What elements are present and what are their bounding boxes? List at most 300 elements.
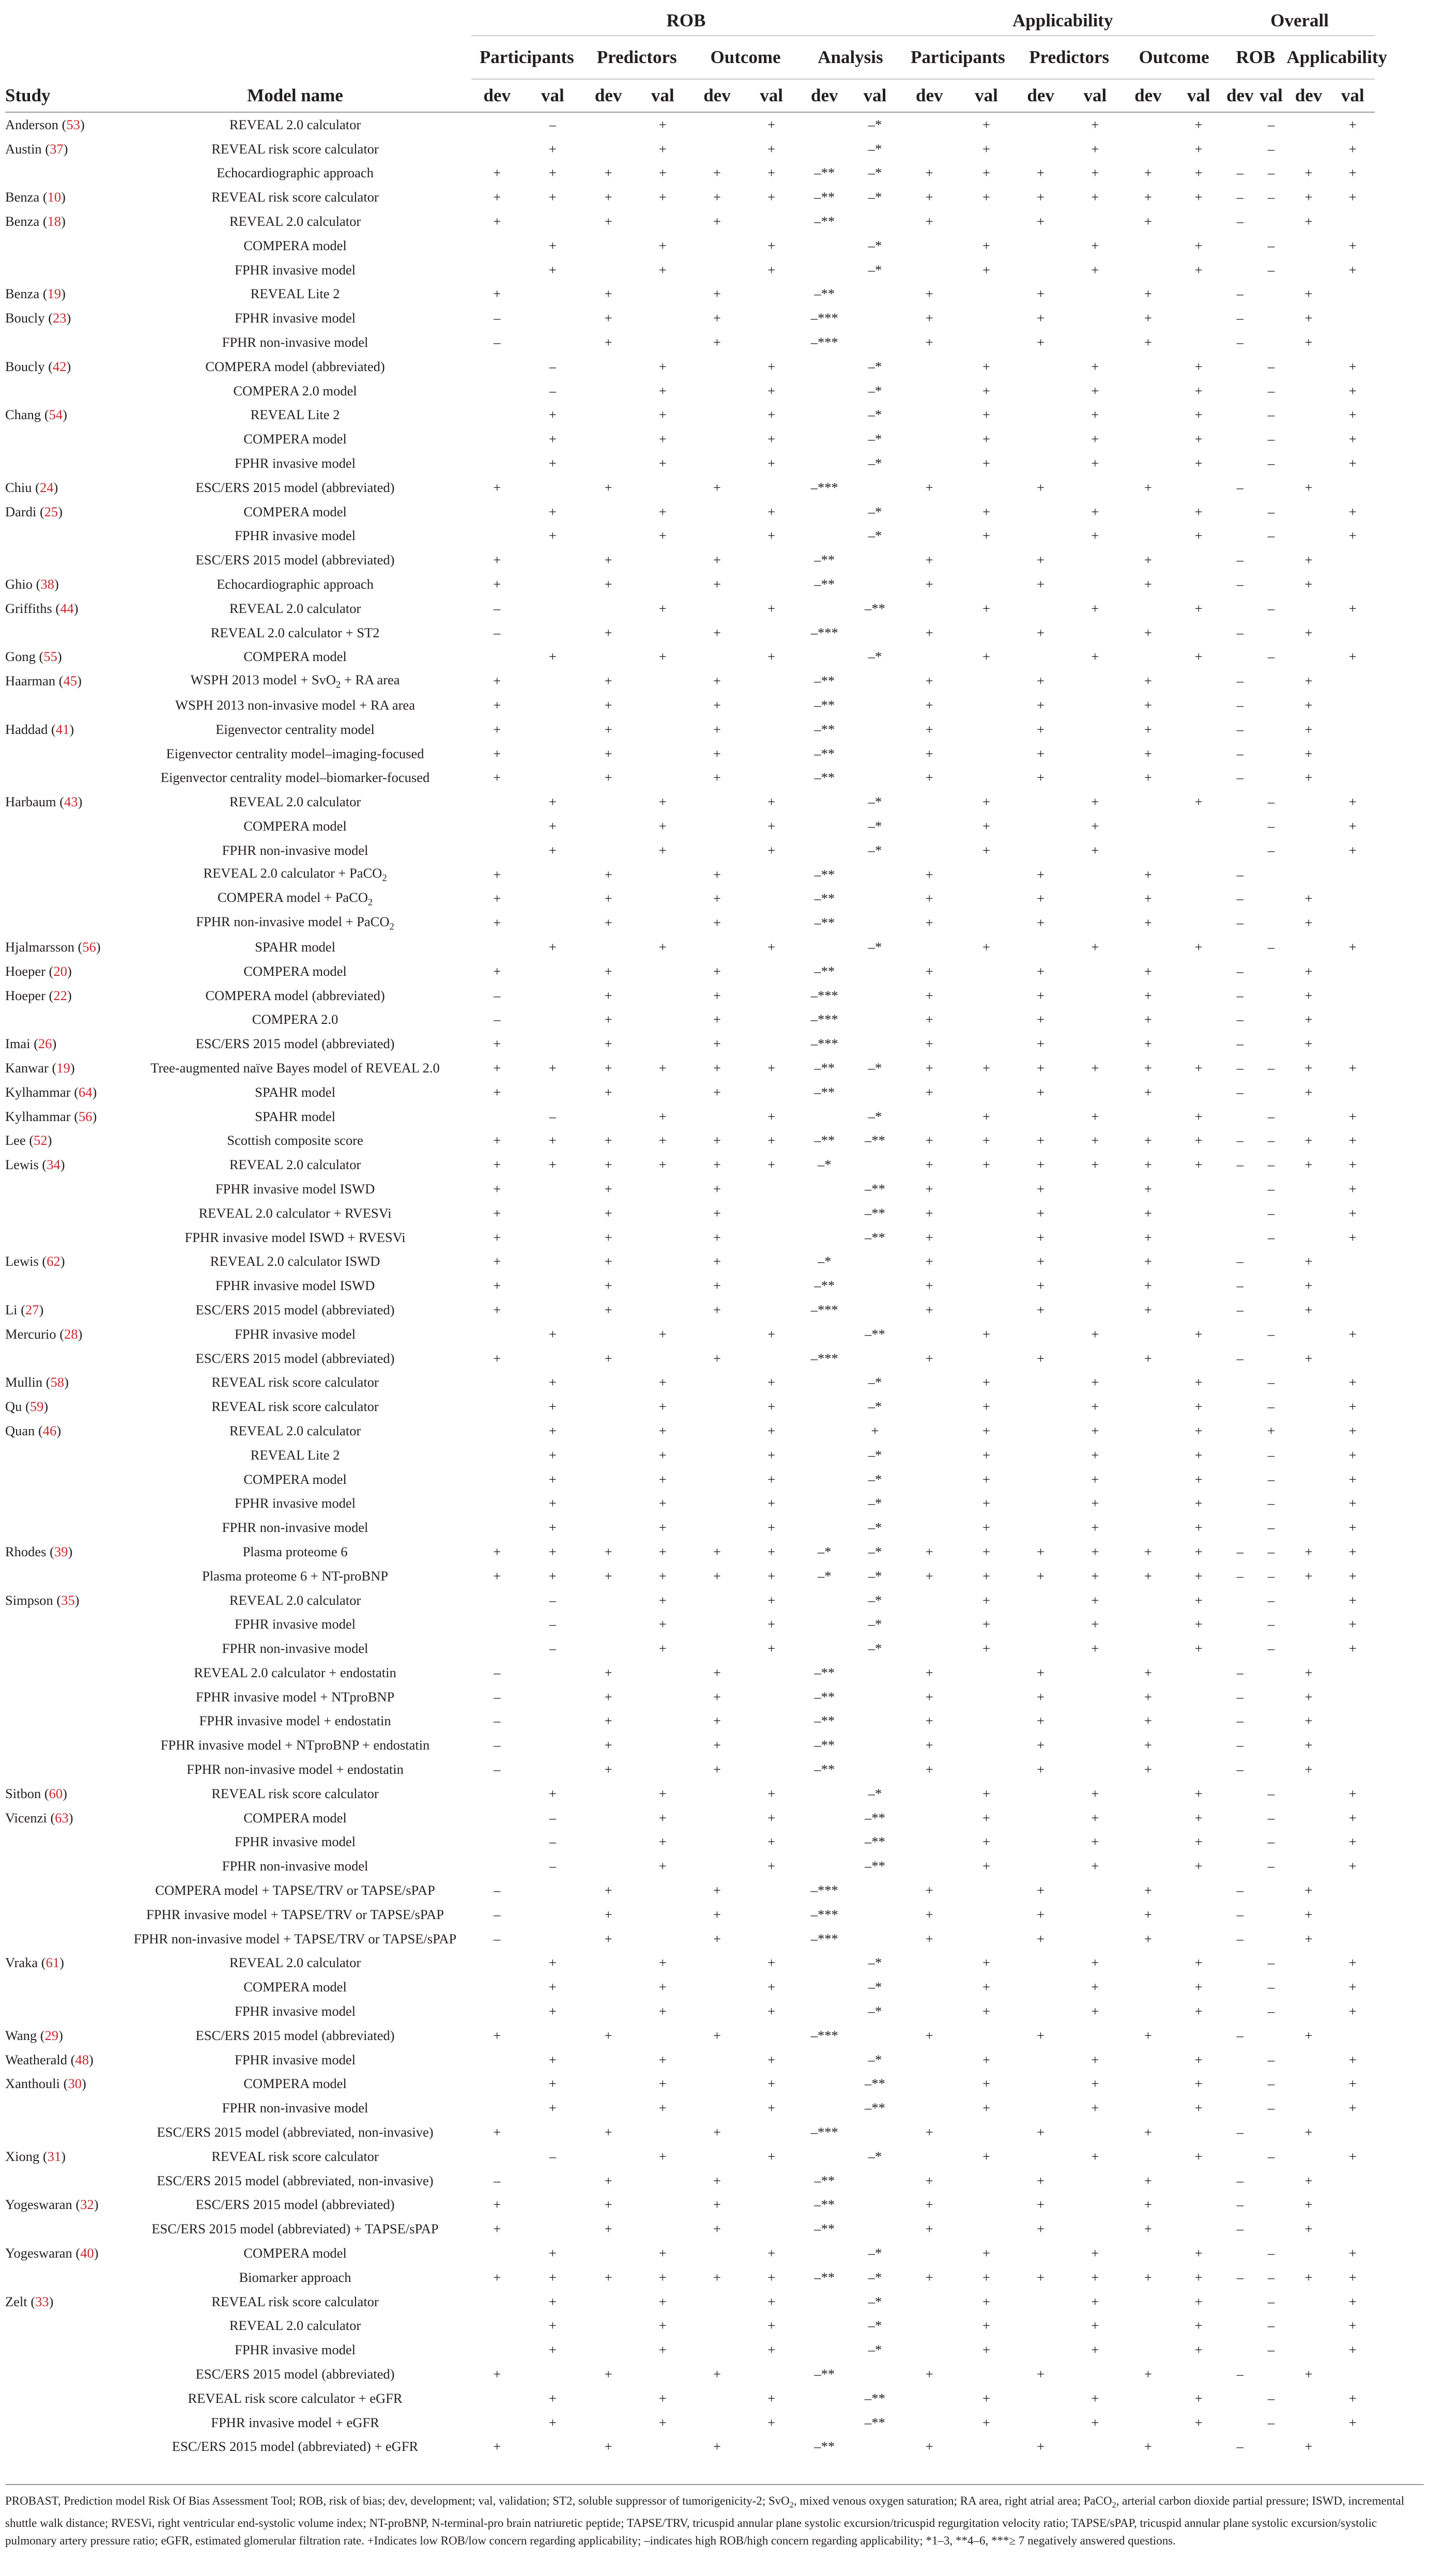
reference-link[interactable]: 64 — [79, 1084, 93, 1100]
rating-cell: + — [1348, 1229, 1357, 1245]
reference-link[interactable]: 19 — [56, 1060, 70, 1076]
rating-cell — [958, 209, 1015, 234]
rating-cell — [743, 717, 800, 742]
rating-cell — [1067, 2435, 1124, 2459]
rating-cell: –** — [814, 1278, 835, 1294]
reference-link[interactable]: 35 — [61, 1592, 75, 1608]
model-name-cell: FPHR non-invasive model — [222, 1520, 368, 1536]
rating-cell: + — [1091, 794, 1099, 810]
rating-cell: + — [658, 1834, 667, 1850]
rating-cell: + — [982, 262, 990, 278]
rating-cell: –*** — [810, 334, 838, 350]
rating-cell — [634, 330, 691, 355]
reference-link[interactable]: 58 — [50, 1374, 65, 1390]
rating-cell — [901, 1467, 958, 1492]
rating-cell — [800, 1394, 849, 1419]
rating-cell — [1173, 669, 1224, 693]
rating-cell: + — [604, 189, 612, 205]
model-name-cell: FPHR invasive model ISWD — [215, 1278, 375, 1294]
rating-cell — [1224, 1225, 1255, 1250]
rating-cell: + — [713, 552, 721, 568]
rating-cell — [743, 959, 800, 984]
rating-cell — [800, 1636, 849, 1661]
rating-cell: + — [493, 1543, 501, 1559]
rating-cell: + — [1037, 1180, 1045, 1197]
rating-cell: + — [925, 2027, 933, 2043]
rating-cell: + — [548, 431, 557, 447]
rating-cell: –*** — [810, 310, 838, 326]
rating-cell — [471, 1854, 523, 1878]
rating-cell — [1255, 863, 1286, 887]
rating-cell — [471, 1999, 523, 2023]
reference-link[interactable]: 22 — [53, 987, 67, 1003]
table-row — [5, 306, 1375, 330]
rating-cell: + — [1037, 310, 1045, 326]
rating-cell: + — [982, 528, 990, 544]
table-row — [5, 2241, 1375, 2265]
rating-cell: – — [1267, 2318, 1275, 2334]
rating-cell: + — [1194, 1785, 1203, 1801]
rating-cell — [582, 1854, 634, 1878]
rating-cell: + — [1144, 673, 1152, 689]
table-row — [5, 2193, 1375, 2217]
model-name-cell: FPHR invasive model — [234, 1495, 356, 1511]
reference-link[interactable]: 55 — [43, 649, 57, 665]
model-name-cell: COMPERA model — [243, 963, 347, 979]
rating-cell — [1287, 451, 1331, 476]
model-name-cell: FPHR invasive model — [234, 1834, 356, 1850]
rating-cell: + — [1144, 1060, 1152, 1076]
rating-cell: –* — [868, 2051, 882, 2067]
rating-cell: + — [871, 1422, 879, 1438]
model-name-cell: REVEAL 2.0 calculator — [229, 1955, 361, 1971]
rating-cell — [691, 2338, 743, 2362]
reference-link[interactable]: 24 — [40, 479, 54, 495]
rating-cell — [1067, 2169, 1124, 2193]
rating-cell: + — [982, 1447, 990, 1463]
rating-cell: + — [1348, 528, 1357, 544]
rating-cell — [800, 379, 849, 403]
rating-cell: + — [1037, 1132, 1045, 1148]
rating-cell — [743, 572, 800, 596]
rating-cell: + — [713, 1229, 721, 1245]
rating-cell: –* — [868, 503, 882, 519]
rating-cell: + — [1144, 770, 1152, 786]
reference-link[interactable]: 42 — [53, 358, 67, 374]
rating-cell: + — [982, 2245, 990, 2261]
reference-link[interactable]: 46 — [42, 1422, 57, 1438]
rating-cell — [1331, 984, 1375, 1008]
rating-cell: + — [1144, 165, 1152, 181]
rating-cell: – — [1267, 1834, 1275, 1850]
rating-cell — [1124, 1515, 1173, 1540]
rating-cell: + — [493, 1350, 501, 1366]
table-body — [5, 112, 1375, 2459]
rating-cell: + — [1194, 189, 1203, 205]
rating-cell — [1331, 911, 1375, 935]
rating-cell — [1331, 476, 1375, 500]
rating-cell — [743, 2120, 800, 2144]
model-name-cell: FPHR non-invasive model + TAPSE/TRV or TAPSE/sPAP — [133, 1930, 457, 1946]
rating-cell — [1015, 1105, 1067, 1129]
study-name: Kylhammar — [5, 1084, 71, 1100]
rating-cell — [849, 1298, 901, 1322]
reference-link[interactable]: 56 — [82, 939, 96, 955]
reference-link[interactable]: 27 — [25, 1301, 39, 1317]
reference-link[interactable]: 60 — [49, 1785, 63, 1801]
reference-link[interactable]: 33 — [35, 2293, 49, 2309]
rating-cell: + — [658, 2318, 667, 2334]
rating-cell — [471, 355, 523, 379]
rating-cell — [1067, 959, 1124, 984]
rating-cell: + — [1037, 624, 1045, 640]
table-row — [5, 1394, 1375, 1419]
rating-cell: + — [1037, 1568, 1045, 1584]
rating-cell: + — [1194, 1568, 1203, 1584]
rating-cell: + — [767, 262, 776, 278]
rating-cell: + — [982, 2293, 990, 2309]
rating-cell — [1331, 1080, 1375, 1105]
rating-cell — [582, 2411, 634, 2435]
rating-cell — [1173, 1225, 1224, 1250]
rating-cell — [1067, 621, 1124, 645]
rating-cell — [743, 282, 800, 306]
rating-cell — [958, 1661, 1015, 1685]
reference-link[interactable]: 52 — [34, 1132, 48, 1148]
reference-link[interactable]: 56 — [79, 1108, 93, 1124]
rating-cell: + — [1037, 1737, 1045, 1753]
rating-cell: – — [1267, 141, 1275, 157]
rating-cell — [1255, 1032, 1286, 1056]
rating-cell: + — [925, 2366, 933, 2382]
reference-link[interactable]: 37 — [50, 141, 64, 157]
reference-link[interactable]: 39 — [54, 1543, 68, 1559]
rating-cell: + — [493, 479, 501, 495]
rating-cell: –** — [865, 1132, 885, 1148]
rating-cell: + — [1194, 1640, 1203, 1657]
rating-cell: – — [1267, 1399, 1275, 1415]
rating-cell: –** — [814, 1060, 835, 1076]
study-name: Xanthouli — [5, 2076, 60, 2092]
rating-cell: + — [493, 2197, 501, 2213]
rating-cell — [523, 1177, 582, 1201]
rating-cell — [1287, 1854, 1331, 1878]
rating-cell — [1287, 1588, 1331, 1613]
rating-cell — [901, 1854, 958, 1878]
reference-link[interactable]: 18 — [47, 213, 62, 229]
reference-link[interactable]: 23 — [53, 310, 67, 326]
rating-cell: + — [493, 576, 501, 592]
rating-cell — [1015, 355, 1067, 379]
reference-link[interactable]: 53 — [66, 116, 80, 132]
model-name-cell: FPHR invasive model ISWD + RVESVi — [185, 1229, 406, 1245]
rating-cell: + — [1144, 1568, 1152, 1584]
rating-cell: + — [1091, 2076, 1099, 2092]
rating-cell — [1173, 2023, 1224, 2048]
rating-cell — [634, 282, 691, 306]
rating-cell: + — [1304, 2027, 1313, 2043]
rating-cell: –** — [814, 2366, 835, 2382]
rating-cell: – — [1267, 2148, 1275, 2164]
table-row — [5, 1298, 1375, 1322]
rating-cell — [1287, 355, 1331, 379]
table-row — [5, 838, 1375, 863]
rating-cell: + — [493, 1253, 501, 1269]
rating-cell — [800, 1322, 849, 1346]
rating-cell: – — [1236, 2124, 1243, 2140]
rating-cell: –** — [865, 2076, 885, 2092]
rating-cell — [958, 2120, 1015, 2144]
rating-cell — [1124, 2048, 1173, 2072]
rating-cell — [471, 1491, 523, 1515]
rating-cell — [582, 1419, 634, 1443]
rating-cell — [901, 1951, 958, 1975]
table-row — [5, 1927, 1375, 1951]
rating-cell: + — [713, 1906, 721, 1922]
footnote-text: PROBAST, Prediction model Risk Of Bias Assessment Tool; ROB, risk of bias; dev, development; val, validation; ST2, soluble suppressor of tumorigenicity-2; SvO$_2$, mixed venous oxygen saturation; RA area, right atrial area; PaCO$_2$, arterial carbon dioxide partial pressure; ISWD, incremental shuttle walk distance; RVESVi, right ventricular end-systolic volume index; NT-proBNP, N-terminal-pro brain natriuretic peptide; TAPSE/TRV, tricuspid annular plane systolic excursion/tricuspid regurgitation velocity ratio; TAPSE/sPAP, tricuspid annular plane systolic excursion/systolic pulmonary artery pressure ratio; eGFR, estimated glomerular filtration rate. +Indicates low ROB/low concern regarding applicability; –indicates high ROB/high concern regarding applicability; *1–3, **4–6, ***≥ 7 negatively answered questions. — [5, 2494, 1405, 2547]
rating-cell: + — [1091, 1399, 1099, 1415]
reference-link[interactable]: 20 — [53, 963, 67, 979]
rating-cell: + — [1194, 1374, 1203, 1390]
rating-cell — [1067, 2193, 1124, 2217]
table-row — [5, 524, 1375, 548]
rating-cell — [743, 1733, 800, 1757]
rating-cell — [1255, 2435, 1286, 2459]
rating-cell: + — [548, 1374, 557, 1390]
rating-cell: + — [1348, 1568, 1357, 1584]
rating-cell — [1224, 524, 1255, 548]
reference-link[interactable]: 31 — [47, 2148, 62, 2164]
study-name: Harbaum — [5, 794, 56, 810]
reference-link[interactable]: 61 — [45, 1955, 60, 1971]
rating-cell — [1224, 112, 1255, 137]
rating-cell: + — [658, 1955, 667, 1971]
rating-cell — [1124, 524, 1173, 548]
rating-cell: –* — [868, 649, 882, 665]
model-name-cell: ESC/ERS 2015 model (abbreviated) — [195, 2027, 395, 2043]
rating-cell — [1331, 2435, 1375, 2459]
rating-cell — [958, 621, 1015, 645]
rating-cell — [523, 1709, 582, 1734]
rating-cell — [1067, 306, 1124, 330]
model-name-cell: FPHR invasive model ISWD — [215, 1180, 375, 1197]
rating-cell — [691, 2072, 743, 2096]
rating-cell — [743, 1685, 800, 1709]
reference-link[interactable]: 43 — [64, 794, 78, 810]
rating-cell — [471, 137, 523, 161]
rating-cell — [1224, 2048, 1255, 2072]
rating-cell: + — [1144, 1157, 1152, 1173]
rating-cell: + — [1348, 1810, 1357, 1826]
rating-cell: + — [604, 2197, 612, 2213]
rating-cell — [1067, 766, 1124, 790]
reference-link[interactable]: 44 — [60, 600, 74, 616]
reference-link[interactable]: 54 — [49, 407, 63, 423]
reference-link[interactable]: 28 — [64, 1326, 78, 1342]
rating-cell — [582, 645, 634, 669]
rating-cell: + — [1348, 1157, 1357, 1173]
reference-link[interactable]: 19 — [47, 286, 62, 302]
rating-cell: + — [1348, 1543, 1357, 1559]
reference-link[interactable]: 62 — [47, 1253, 60, 1269]
rating-cell — [634, 984, 691, 1008]
rating-cell — [1124, 1975, 1173, 1999]
study-cell — [5, 2386, 119, 2411]
table-row — [5, 717, 1375, 742]
rating-cell: – — [1267, 1640, 1275, 1657]
rating-cell: + — [982, 2003, 990, 2019]
rating-cell: + — [1304, 1713, 1313, 1729]
study-cell — [5, 427, 119, 451]
rating-cell: –** — [865, 2100, 885, 2116]
reference-link[interactable]: 34 — [47, 1157, 60, 1173]
rating-cell: + — [658, 939, 667, 955]
reference-link[interactable]: 41 — [55, 721, 70, 737]
reference-link[interactable]: 26 — [38, 1036, 52, 1052]
reference-link[interactable]: 59 — [29, 1399, 44, 1415]
rating-cell: –* — [868, 818, 882, 834]
model-name-cell: ESC/ERS 2015 model (abbreviated) + eGFR — [172, 2439, 419, 2455]
rating-cell — [523, 1685, 582, 1709]
reference-link[interactable]: 40 — [80, 2245, 94, 2261]
rating-cell: + — [713, 286, 721, 302]
rating-cell — [743, 2193, 800, 2217]
rating-cell: + — [1348, 2003, 1357, 2019]
rating-cell — [1173, 548, 1224, 572]
study-name: Xiong — [5, 2148, 40, 2164]
rating-cell — [582, 524, 634, 548]
rating-cell: + — [767, 407, 776, 423]
rating-cell — [800, 1806, 849, 1830]
rating-cell — [582, 403, 634, 427]
rating-cell — [1173, 572, 1224, 596]
rating-cell: + — [658, 1785, 667, 1801]
rating-cell: + — [982, 455, 990, 471]
study-cell: Yogeswaran (32) — [5, 2197, 99, 2213]
rating-cell — [1331, 1903, 1375, 1927]
rating-cell: + — [493, 963, 501, 979]
rating-cell — [1255, 669, 1286, 693]
study-cell — [5, 234, 119, 258]
rating-cell — [471, 2338, 523, 2362]
rating-cell — [1173, 911, 1224, 935]
rating-cell — [1331, 1346, 1375, 1371]
reference-link[interactable]: 45 — [63, 673, 78, 689]
rating-cell: + — [982, 1108, 990, 1124]
rating-cell — [1255, 621, 1286, 645]
rating-cell — [901, 1975, 958, 1999]
rating-cell: –* — [868, 1520, 882, 1536]
rating-cell: + — [493, 1132, 501, 1148]
study-cell — [5, 161, 119, 186]
reference-link[interactable]: 32 — [80, 2197, 94, 2213]
study-cell: Qu (59) — [5, 1399, 49, 1415]
rating-cell: –* — [868, 1955, 882, 1971]
rating-cell — [800, 500, 849, 524]
rating-cell: + — [1194, 2245, 1203, 2261]
rating-cell: + — [1348, 1060, 1357, 1076]
reference-link[interactable]: 10 — [47, 189, 62, 205]
rating-cell — [958, 1346, 1015, 1371]
rating-cell — [1015, 1419, 1067, 1443]
model-name-cell: REVEAL 2.0 calculator — [229, 213, 361, 229]
rating-cell: + — [493, 2269, 501, 2285]
rating-cell — [1015, 1443, 1067, 1467]
rating-cell: + — [493, 2366, 501, 2382]
rating-cell — [849, 2169, 901, 2193]
rating-cell: – — [1267, 1520, 1275, 1536]
rating-cell — [800, 234, 849, 258]
rating-cell — [1067, 717, 1124, 742]
rating-cell: + — [1304, 624, 1313, 640]
reference-link[interactable]: 63 — [55, 1810, 69, 1826]
rating-cell — [582, 1636, 634, 1661]
reference-link[interactable]: 29 — [44, 2027, 59, 2043]
rating-cell: + — [982, 1422, 990, 1438]
study-cell — [5, 1612, 119, 1636]
study-cell — [5, 887, 119, 911]
rating-cell — [1067, 887, 1124, 911]
rating-cell: – — [549, 358, 557, 374]
reference-link[interactable]: 38 — [40, 576, 54, 592]
rating-cell — [800, 427, 849, 451]
rating-cell — [1173, 693, 1224, 717]
rating-cell — [1067, 330, 1124, 355]
reference-link[interactable]: 25 — [44, 503, 58, 519]
rating-cell — [849, 1153, 901, 1177]
rating-cell — [691, 790, 743, 814]
rating-cell — [523, 742, 582, 766]
reference-link[interactable]: 48 — [75, 2051, 89, 2067]
rating-cell — [800, 2048, 849, 2072]
rating-cell: + — [604, 1664, 612, 1680]
rating-cell: + — [604, 1761, 612, 1777]
rating-cell — [800, 2411, 849, 2435]
rating-cell — [1173, 1903, 1224, 1927]
rating-cell — [1287, 2338, 1331, 2362]
rating-cell — [1331, 766, 1375, 790]
rating-cell: + — [713, 2027, 721, 2043]
model-name-cell: REVEAL 2.0 calculator — [229, 2318, 361, 2334]
study-cell: Lee (52) — [5, 1132, 52, 1148]
rating-cell: + — [493, 697, 501, 713]
model-name-cell: REVEAL Lite 2 — [250, 286, 340, 302]
study-name: Mercurio — [5, 1326, 56, 1342]
table-row — [5, 2265, 1375, 2290]
rating-cell — [582, 1806, 634, 1830]
rating-cell: – — [549, 1834, 557, 1850]
rating-cell: + — [1194, 2269, 1203, 2285]
rating-cell — [800, 1491, 849, 1515]
rating-cell: + — [1348, 794, 1357, 810]
model-name-cell: FPHR invasive model + TAPSE/TRV or TAPSE/sPAP — [146, 1906, 444, 1922]
rating-cell: + — [767, 818, 776, 834]
rating-cell — [1015, 814, 1067, 838]
study-cell: Benza (18) — [5, 213, 66, 229]
reference-link[interactable]: 30 — [68, 2076, 82, 2092]
rating-cell — [1287, 1636, 1331, 1661]
model-name-cell: COMPERA 2.0 model — [233, 382, 357, 398]
rating-cell: + — [982, 1955, 990, 1971]
rating-cell — [691, 1999, 743, 2023]
study-cell — [5, 1274, 119, 1298]
model-name-cell: Plasma proteome 6 — [242, 1543, 348, 1559]
rating-cell — [523, 1274, 582, 1298]
rating-cell: + — [1037, 1157, 1045, 1173]
rating-cell — [1015, 1806, 1067, 1830]
rating-cell — [1331, 1878, 1375, 1903]
group-overall: Overall — [1224, 6, 1375, 36]
